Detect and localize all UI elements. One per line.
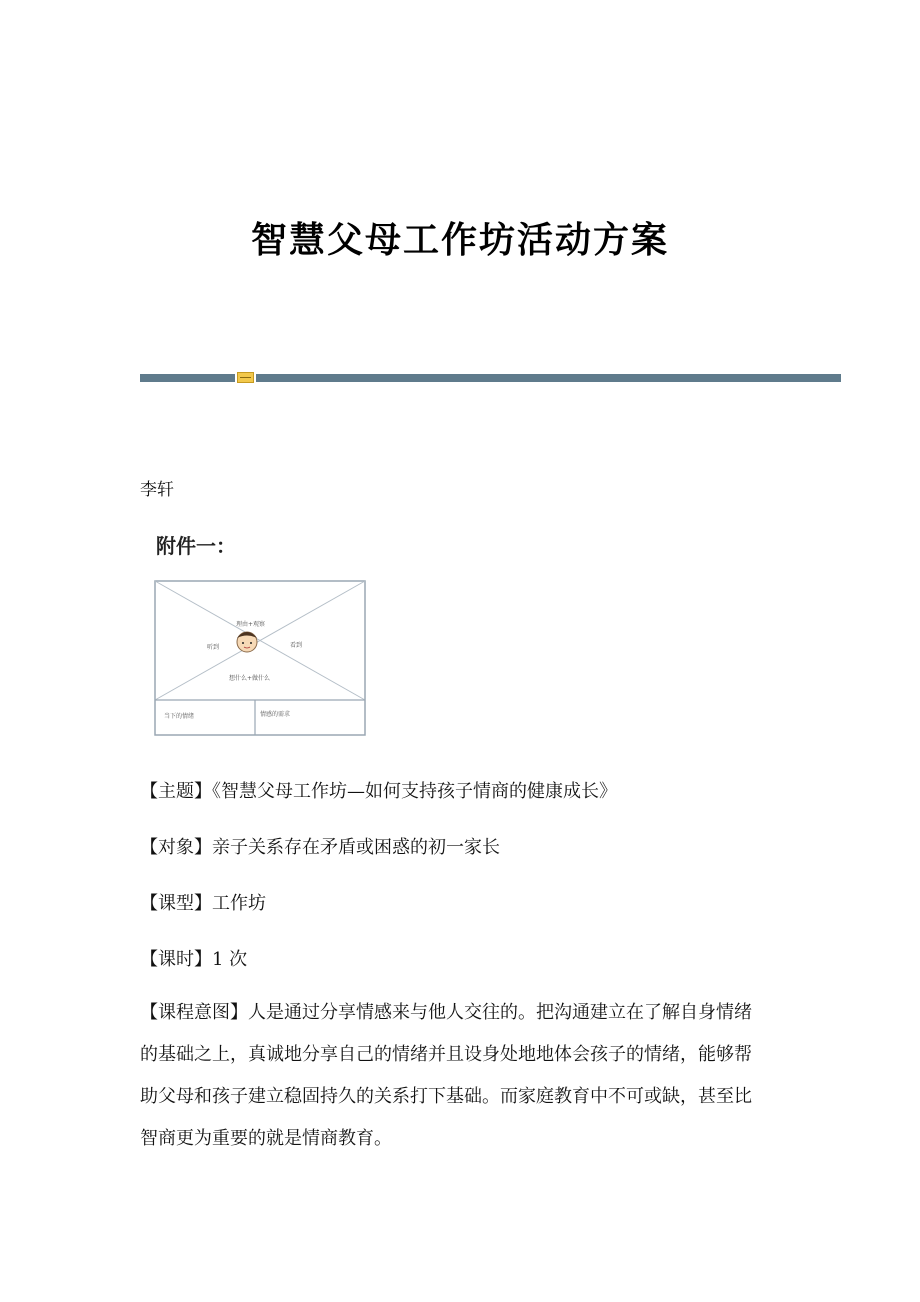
field-audience-value: 亲子关系存在矛盾或困惑的初一家长 (212, 837, 500, 858)
figure-label-bottom-left: 当下的情绪 (164, 713, 195, 720)
page-title: 智慧父母工作坊活动方案 (250, 219, 669, 261)
field-topic-value: 《智慧父母工作坊—如何支持孩子情商的健康成长》 (212, 781, 617, 802)
figure-label-top: 理由+观察 (236, 621, 266, 628)
intent-line: 智商更为重要的就是情商教育。 (140, 1128, 392, 1149)
field-topic-label: 【主题】 (140, 781, 212, 802)
figure-label-left: 听到 (207, 644, 220, 651)
field-audience (140, 838, 500, 858)
divider-right (256, 374, 841, 382)
field-sessions-label: 【课时】 (140, 949, 212, 970)
intent-line: 的基础之上，真诚地分享自己的情绪并且设身处地地体会孩子的情绪，能够帮 (140, 1044, 752, 1065)
figure-label-bottom-right: 情感的需求 (260, 711, 291, 718)
divider-left (140, 374, 235, 382)
field-sessions-value: 1 次 (212, 949, 248, 970)
author-name: 李轩 (140, 480, 174, 500)
intent-line: 助父母和孩子建立稳固持久的关系打下基础。而家庭教育中不可或缺，甚至比 (140, 1086, 752, 1107)
figure-label-bottom: 想什么+做什么 (229, 675, 271, 682)
intent-line (140, 1003, 780, 1045)
intent-label: 【课程意图】 (140, 1002, 248, 1023)
field-topic (140, 782, 617, 802)
figure-heading: 附件一： (156, 534, 236, 558)
field-course-type (140, 894, 266, 914)
field-audience-label: 【对象】 (140, 837, 212, 858)
field-course-type-label: 【课型】 (140, 893, 212, 914)
figure-label-right: 看到 (290, 642, 303, 649)
field-course-type-value: 工作坊 (212, 893, 266, 914)
child-face-icon (237, 632, 257, 652)
empathy-map-figure (150, 576, 370, 740)
field-sessions (140, 950, 247, 970)
intent-line-text: 人是通过分享情感来与他人交往的。把沟通建立在了解自身情绪 (248, 1002, 752, 1023)
course-intent-paragraph (140, 1003, 780, 1171)
envelope-icon (237, 372, 254, 383)
